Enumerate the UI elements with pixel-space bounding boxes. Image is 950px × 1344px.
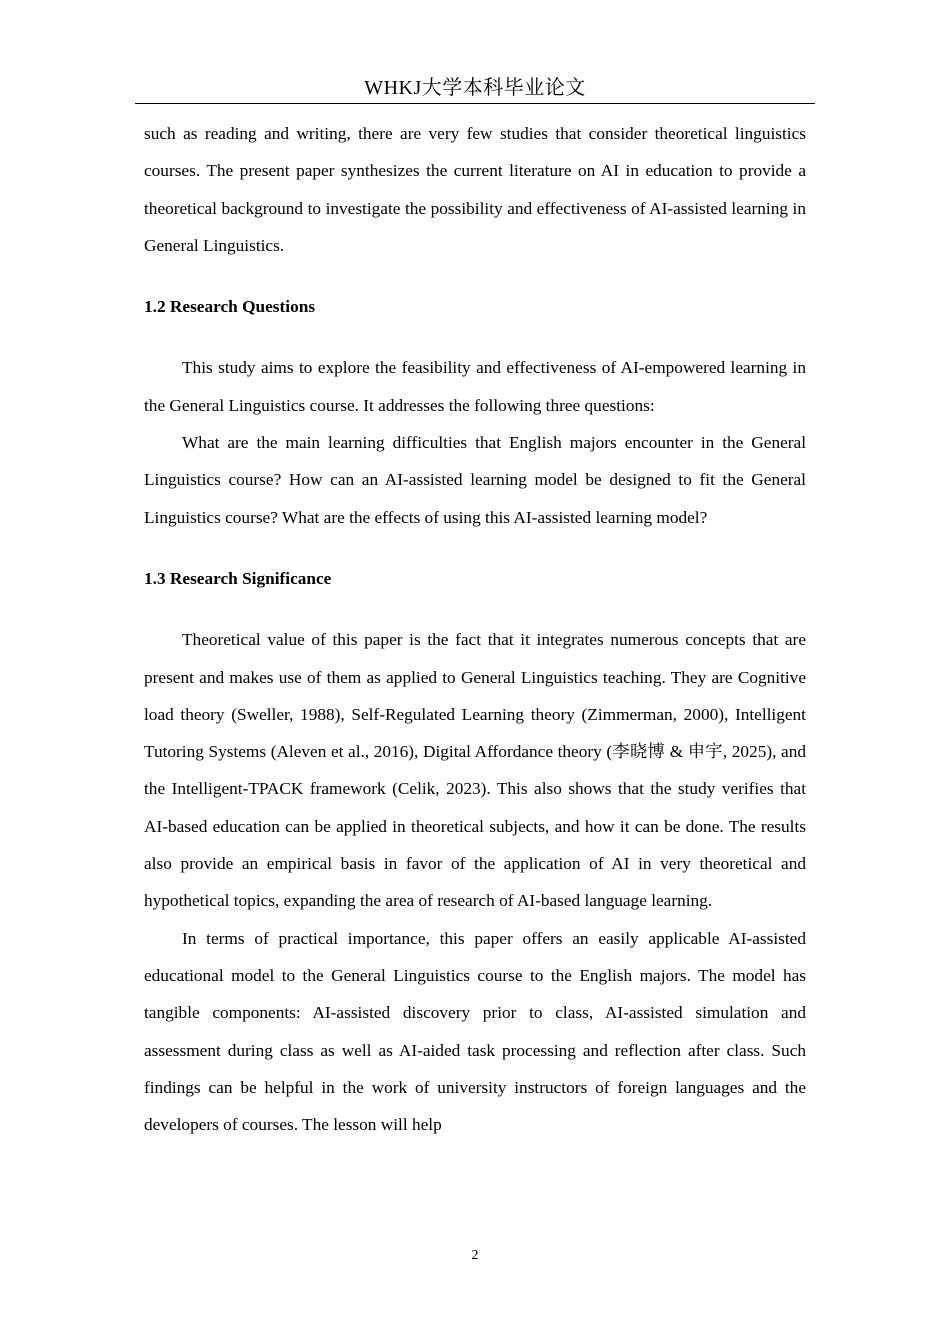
section-heading-research-questions: 1.2 Research Questions [144, 297, 316, 317]
section-heading-research-significance: 1.3 Research Significance [144, 568, 332, 588]
paragraph-research-questions-list: What are the main learning difficulties that English majors encounter in the General Linguistics course? How can an AI-assisted learning model be designed to fit the General Linguistics course? What are the effects of using this AI-assisted learning model? [144, 433, 806, 527]
paragraph-continued: such as reading and writing, there are very few studies that consider theoretical linguistics courses. The present paper synthesizes the current literature on AI in education to provide a theoretical background to investigate the possibility and effectiveness of AI-assisted learning in General Linguistics. [144, 124, 806, 255]
page-number: 2 [471, 1248, 479, 1263]
page-body [144, 115, 806, 1143]
running-header: WHKJ大学本科毕业论文 [364, 77, 586, 99]
paragraph-theoretical-value: Theoretical value of this paper is the fact that it integrates numerous concepts that are present and makes use of them as applied to General Linguistics teaching. They are Cognitive load theory (Sweller, 1988), Self-Regulated Learning theory (Zimmerman, 2000), Intelligent Tutoring Systems (Aleven et al., 2016), Digital Affordance theory (李晓博 & 申宇, 2025), and the Intelligent-TPACK framework (Celik, 2023). This also shows that the study verifies that AI-based education can be applied in theoretical subjects, and how it can be done. The results also provide an empirical basis in favor of the application of AI in very theoretical and hypothetical topics, expanding the area of research of AI-based language learning. [144, 630, 806, 911]
paragraph-practical-importance: In terms of practical importance, this paper offers an easily applicable AI-assisted educational model to the General Linguistics course to the English majors. The model has tangible components: AI-assisted discovery prior to class, AI-assisted simulation and assessment during class as well as AI-aided task processing and reflection after class. Such findings can be helpful in the work of university instructors of foreign languages and the developers of courses. The lesson will help [144, 928, 806, 1135]
header-divider [135, 103, 815, 104]
paragraph-research-questions-intro: This study aims to explore the feasibility and effectiveness of AI-empowered learning in the General Linguistics course. It addresses the following three questions: [144, 358, 806, 415]
